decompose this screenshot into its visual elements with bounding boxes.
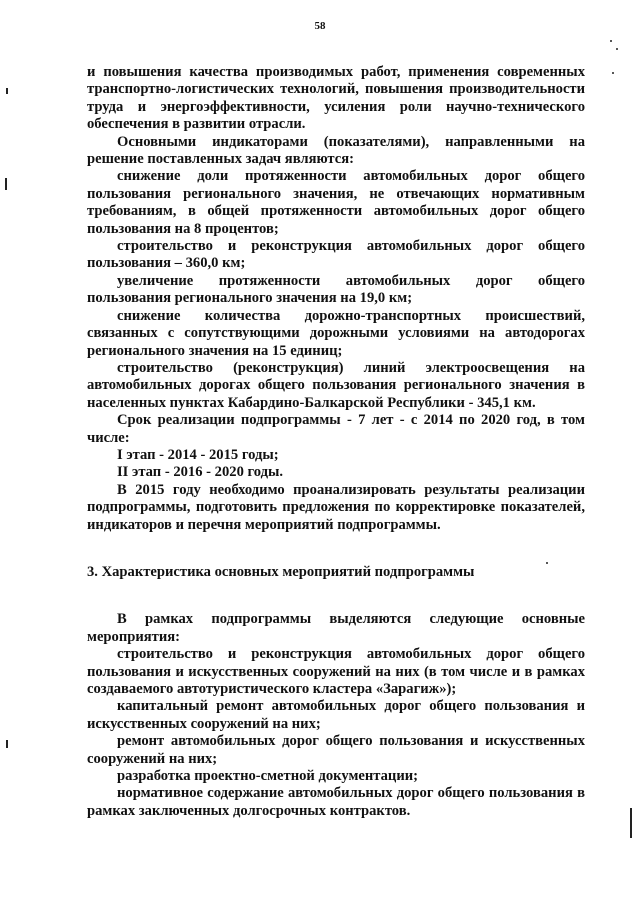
paragraph: Срок реализации подпрограммы - 7 лет - с 2014 по 2020 год, в том числе:: [87, 412, 585, 446]
paragraph: и повышения качества производимых работ, применения современных транспортно-логистических технологий, повышения производительности труда и энергоэффективности, усиления роли научно-технического обеспечения в развитии отрасли.: [87, 64, 585, 133]
stage-item: II этап - 2016 - 2020 годы.: [117, 464, 284, 481]
scan-mark-left-2: [5, 178, 7, 190]
paragraph: Основными индикаторами (показателями), направленными на решение поставленных задач являются:: [87, 133, 585, 168]
measure-item: ремонт автомобильных дорог общего пользования и искусственных сооружений на них;: [87, 733, 585, 767]
scan-mark-left-1: [6, 88, 8, 94]
measure-item: нормативное содержание автомобильных дорог общего пользования в рамках заключенных долгосрочных контрактов.: [87, 785, 585, 819]
scan-dot-1: [610, 40, 612, 42]
scan-dot-2: [616, 48, 618, 50]
section-heading: 3. Характеристика основных мероприятий подпрограммы: [87, 563, 475, 580]
stage-item: I этап - 2014 - 2015 годы;: [117, 446, 279, 463]
scan-dot-3: [612, 72, 614, 74]
indicator-item: снижение количества дорожно-транспортных происшествий, связанных с сопутствующими дорожными условиями на автодорогах регионального значения на 15 единиц;: [87, 307, 585, 359]
indicator-item: строительство и реконструкция автомобильных дорог общего пользования – 360,0 км;: [87, 238, 585, 272]
indicator-item: снижение доли протяженности автомобильных дорог общего пользования регионального значения, не отвечающих нормативным требованиям, в общей протяженности автомобильных дорог общего пользования на 8 процентов;: [87, 168, 585, 237]
scan-mark-right-1: [630, 808, 632, 838]
paragraph: В рамках подпрограммы выделяются следующие основные мероприятия:: [87, 611, 585, 645]
page-number: 58: [314, 20, 326, 32]
measure-item: разработка проектно-сметной документации;: [117, 768, 419, 785]
scan-mark-left-3: [6, 740, 8, 748]
measure-item: капитальный ремонт автомобильных дорог общего пользования и искусственных сооружений на них;: [87, 698, 585, 732]
indicator-item: строительство (реконструкция) линий электроосвещения на автомобильных дорогах общего пользования регионального значения в населенных пунктах Кабардино-Балкарской Республики - 345,1 км.: [87, 359, 585, 411]
paragraph: В 2015 году необходимо проанализировать результаты реализации подпрограммы, подготовить предложения по корректировке показателей, индикаторов и перечня мероприятий подпрограммы.: [87, 481, 585, 533]
indicator-item: увеличение протяженности автомобильных дорог общего пользования регионального значения на 19,0 км;: [87, 272, 585, 307]
measure-item: строительство и реконструкция автомобильных дорог общего пользования и искусственных сооружений на них (в том числе и в рамках создаваемого автотуристического кластера «Зарагиж»);: [87, 646, 585, 697]
document-body: [87, 64, 585, 820]
